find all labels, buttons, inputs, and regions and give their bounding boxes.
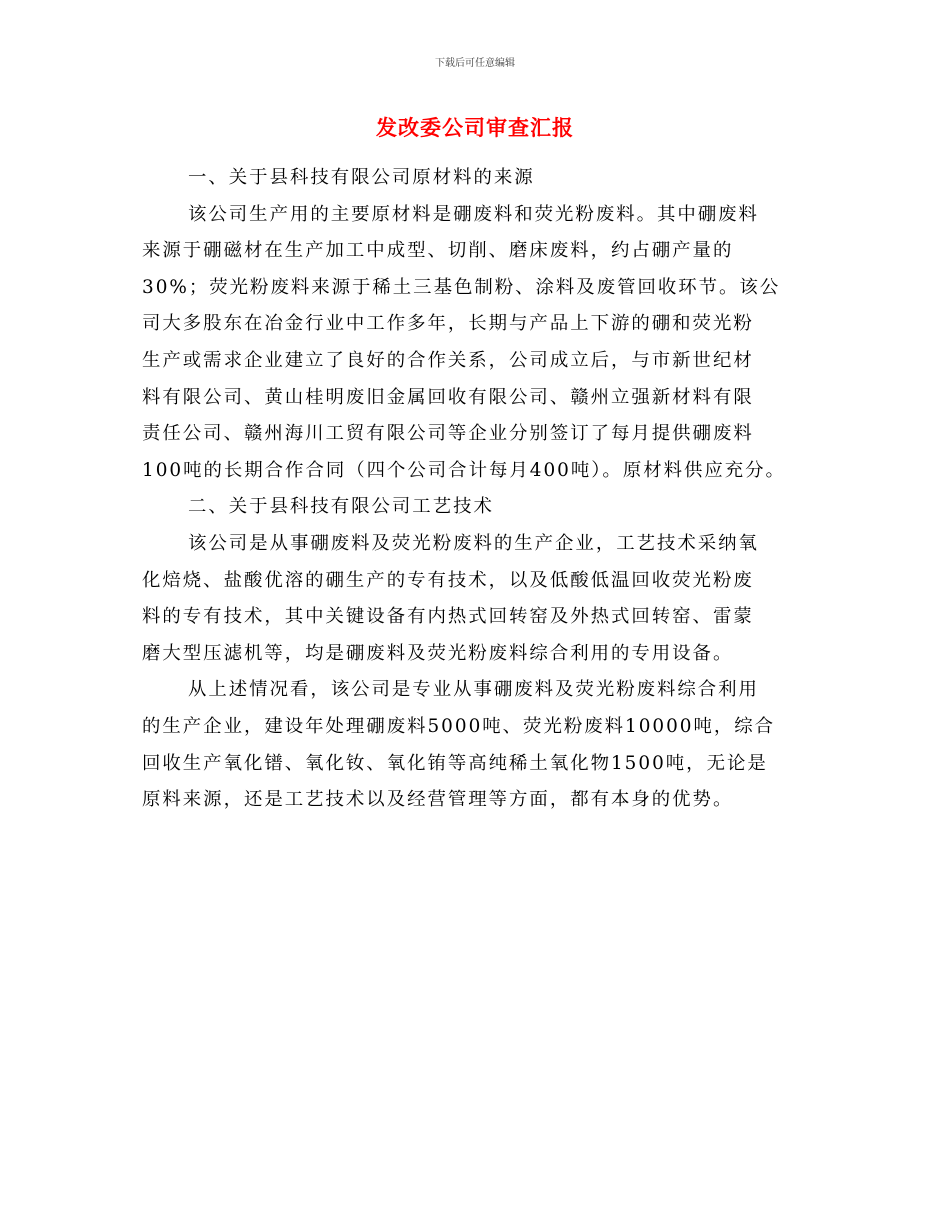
paragraph-line: 的生产企业，建设年处理硼废料5000吨、荧光粉废料10000吨，综合 [142,715,776,737]
paragraph-line: 磨大型压滤机等，均是硼废料及荧光粉废料综合利用的专用设备。 [142,642,734,664]
paragraph-line: 100吨的长期合作合同（四个公司合计每月400吨）。原材料供应充分。 [142,459,786,481]
paragraph-line: 来源于硼磁材在生产加工中成型、切削、磨床废料，约占硼产量的 [142,240,734,262]
paragraph-line: 生产或需求企业建立了良好的合作关系，公司成立后，与市新世纪材 [142,349,754,371]
paragraph-line: 回收生产氧化镨、氧化钕、氧化铕等高纯稀土氧化物1500吨，无论是 [142,752,768,774]
paragraph-line: 责任公司、赣州海川工贸有限公司等企业分别签订了每月提供硼废料 [142,423,754,445]
header-note: 下载后可任意编辑 [435,58,515,69]
document-body [142,160,832,819]
paragraph-line: 化焙烧、盐酸优溶的硼生产的专有技术，以及低酸低温回收荧光粉废 [142,569,754,591]
paragraph-line: 司大多股东在冶金行业中工作多年，长期与产品上下游的硼和荧光粉 [142,313,754,335]
paragraph-line: 料有限公司、黄山桂明废旧金属回收有限公司、赣州立强新材料有限 [142,386,754,408]
paragraph-line: 从上述情况看，该公司是专业从事硼废料及荧光粉废料综合利用 [188,679,759,701]
section-heading-1: 一、关于县科技有限公司原材料的来源 [188,167,535,188]
paragraph-line: 该公司是从事硼废料及荧光粉废料的生产企业，工艺技术采纳氧 [188,532,759,554]
paragraph-line: 该公司生产用的主要原材料是硼废料和荧光粉废料。其中硼废料 [188,203,759,225]
document-title: 发改委公司审查汇报 [376,115,574,140]
paragraph-line: 原料来源，还是工艺技术以及经营管理等方面，都有本身的优势。 [142,789,734,811]
paragraph-line: 料的专有技术，其中关键设备有内热式回转窑及外热式回转窑、雷蒙 [142,606,754,628]
paragraph-line: 30%；荧光粉废料来源于稀土三基色制粉、涂料及废管回收环节。该公 [142,276,781,298]
section-heading-2: 二、关于县科技有限公司工艺技术 [188,496,494,518]
